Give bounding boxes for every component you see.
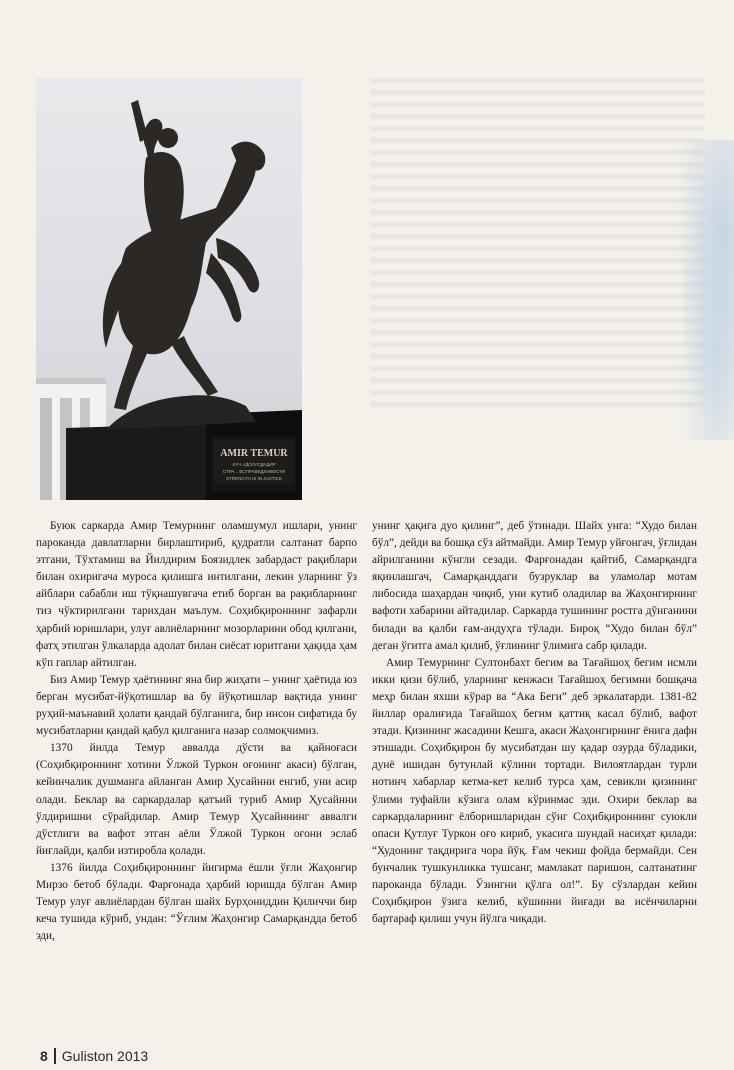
paragraph: 1370 йилда Темур аввалда дўсти ва қайноғаси (Соҳибқироннинг хотини Ўлжой Туркон оғонинг акаси) бўлган, кейинчалик душманга айланган Амир Ҳусайнни енгиб, уни асир олади. Беклар ва саркардалар қатъий туриб Амир Ҳусайнни ўлдиришни сўрайдилар. Амир Темур Ҳусайннинг аввалги дўстлиги ва вафот этган аёли Ўлжой Туркон оғони эслаб йиғлайди, қалби изтиробла қолади. [36, 742, 357, 857]
paragraph: унинг ҳақига дуо қилинг”, деб ўтинади. Шайх унга: “Худо билан бўл”, дейди ва бошқа сўз айтмайди. Амир Темур уйғонгач, ўғлидан айрилганини кўнгли сезади. Фарғонадан қайтиб, Самарқандга яқинлашгач, Самарқанддаги бузруклар ва уламолар мотам либосида шаҳардан чиқиб, уни кутиб оладилар ва Жаҳонгирнинг вафоти хабарини айтадилар. Саркарда тушининг ростга дўнганини билади ва қалби ғам-андуҳга тўлади. Бироқ “Худо билан бўл” деган ўгитга амал қилиб, ўғлининг ўлимига сабр қилади. [372, 520, 697, 652]
paragraph: Амир Темурнинг Султонбахт бегим ва Тағайшоҳ бегим исмли икки қизи бўлиб, уларнинг кенжаси Тағайшоҳ бегимни бошқача меҳр билан яхши кўрар ва “Ака Беги” деб эркалатарди. 1381-82 йиллар оралиғида Тағайшоҳ бегим қаттиқ касал бўлиб, вафот этади. Қизининг жасадини Кешга, акаси Жаҳонгирнинг ёнига дафн этишади. Соҳибқирон бу мусибатдан шу қадар озурда бўладики, дунё ишидан бутунлай кўлини тортади. Вилоятлардан турли нотинч хабарлар кетма-кет келиб турса ҳам, севикли қизининг ўлими туфайли кўзига олам кўринмас эди. Охири беклар ва саркардаларнинг ёлборишларидан сўнг Соҳибқироннинг суюкли опаси Қутлуғ Туркон оғо кириб, укасига шундай насиҳат қилади: “Худонинг тақдирига чора йўқ. Ғам чекиш фойда бермайди. Сен бунчалик тушкунликка тушсанг, мамлакат паришон, салтанатинг пароканда бўлади. Ўзингни қўлга ол!”. Бу сўзлардан кейин Соҳибқирон ўзига келиб, кўшинни йиғади ва исёнчиларни бартараф қилиш учун йўлга чиқади. [372, 656, 697, 926]
plinth-line-3: STRENGTH IS IN JUSTICE [225, 476, 283, 481]
paragraph: 1376 йилда Соҳибқироннинг йигирма ёшли ўғли Жаҳонгир Мирзо бетоб бўлади. Фарғонада ҳарбий юришда бўлган Амир Темур улуғ авлиёлардан бўлган шайх Бурҳониддин Қиличчи бир кеча тушида кўриб, ундан: “Ўғлим Жаҳонгир Самарқандда бетоб эди, [36, 861, 357, 943]
magazine-name: Guliston 2013 [61, 1048, 149, 1064]
page-number: 8 [40, 1048, 48, 1064]
show-through-text [370, 78, 705, 408]
footer-divider [54, 1048, 56, 1064]
article-column-left [36, 518, 357, 945]
amir-temur-statue-photo [36, 78, 302, 500]
paragraph: Буюк саркарда Амир Темурнинг оламшумул ишлари, унинг пароканда давлатларни бирлаштириб, қудратли салтанат барпо этгани, Тўхтамиш ва Йилдирим Боязидлек забардаст рақиблари билан охиригача муроса қилишга интилгани, лекин уларнинг ўз айблари сабабли иш тўқнашувгача етиб борган ва рақибларнинг тиз чўктирилгани тарихдан маълум. Соҳибқироннинг зафарли ҳарбий юришлари, улуғ авлиёларнинг мозорларини обод қилгани, фатҳ этилган ўлкаларда адолат билан сиёсат юритгани ҳақида ҳам кўп гаплар айтилган. [36, 520, 357, 669]
paragraph: Биз Амир Темур ҳаётининг яна бир жиҳати – унинг ҳаётида юз берган мусибат-йўқотишлар ва бу йўқотишлар вақтида унинг руҳий-маънавий ҳолати қандай бўлганига, бир инсон сифатида бу мусибатларни қандай қабул қилганига назар солмоқчимиз. [36, 673, 357, 738]
plinth-title: AMIR TEMUR [220, 448, 288, 459]
plinth-line-1: КУЧ АДОЛАТДАДИР [232, 462, 276, 467]
page-footer [40, 1048, 148, 1064]
sky-bleed [674, 140, 734, 440]
plinth-line-2: СТРА... ВСПРАВЕДЛИВОСТИ [222, 469, 286, 474]
article-column-right [372, 518, 697, 928]
